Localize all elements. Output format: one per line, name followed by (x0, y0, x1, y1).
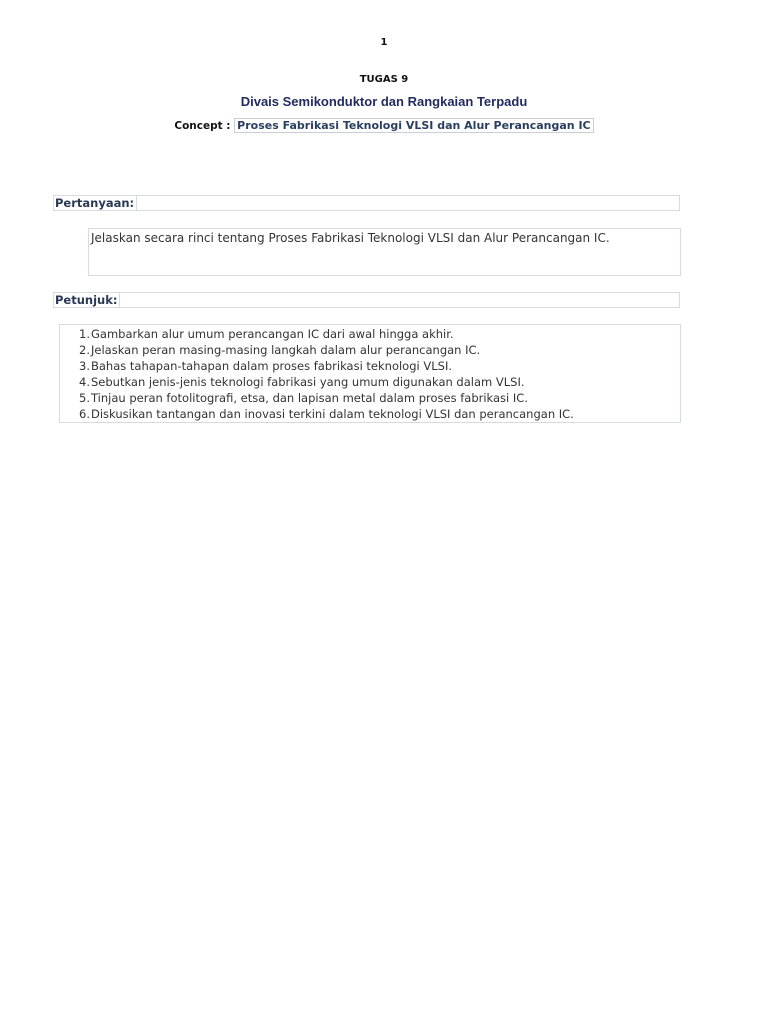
list-item-number: 5. (79, 391, 90, 405)
question-text-box[interactable]: Jelaskan secara rinci tentang Proses Fabrikasi Teknologi VLSI dan Alur Perancangan IC. (88, 228, 681, 276)
concept-row (0, 118, 768, 133)
list-item-text: Tinjau peran fotolitografi, etsa, dan lapisan metal dalam proses fabrikasi IC. (91, 391, 528, 405)
question-label: Pertanyaan: (55, 196, 137, 210)
list-item-text: Diskusikan tantangan dan inovasi terkini dalam teknologi VLSI dan perancangan IC. (91, 407, 574, 421)
hints-header (53, 292, 680, 308)
question-header (53, 195, 680, 211)
assignment-number: TUGAS 9 (359, 74, 409, 85)
list-item-number: 2. (79, 343, 90, 357)
hints-list (60, 326, 680, 422)
hints-label: Petunjuk: (55, 293, 120, 307)
list-item (60, 390, 680, 406)
concept-value-field[interactable]: Proses Fabrikasi Teknologi VLSI dan Alur Perancangan IC (234, 118, 593, 133)
list-item (60, 406, 680, 422)
list-item-text: Bahas tahapan-tahapan dalam proses fabrikasi teknologi VLSI. (91, 359, 452, 373)
concept-label: Concept : (174, 120, 231, 132)
list-item (60, 374, 680, 390)
list-item (60, 326, 680, 342)
list-item-number: 1. (79, 327, 90, 341)
list-item (60, 358, 680, 374)
page-number: 1 (380, 37, 388, 48)
course-title: Divais Semikonduktor dan Rangkaian Terpadu (240, 94, 528, 109)
list-item-number: 3. (79, 359, 90, 373)
list-item-text: Sebutkan jenis-jenis teknologi fabrikasi yang umum digunakan dalam VLSI. (91, 375, 525, 389)
list-item-number: 4. (79, 375, 90, 389)
list-item-number: 6. (79, 407, 90, 421)
list-item (60, 342, 680, 358)
list-item-text: Jelaskan peran masing-masing langkah dalam alur perancangan IC. (91, 343, 481, 357)
hints-list-box[interactable] (59, 324, 681, 423)
list-item-text: Gambarkan alur umum perancangan IC dari awal hingga akhir. (91, 327, 454, 341)
